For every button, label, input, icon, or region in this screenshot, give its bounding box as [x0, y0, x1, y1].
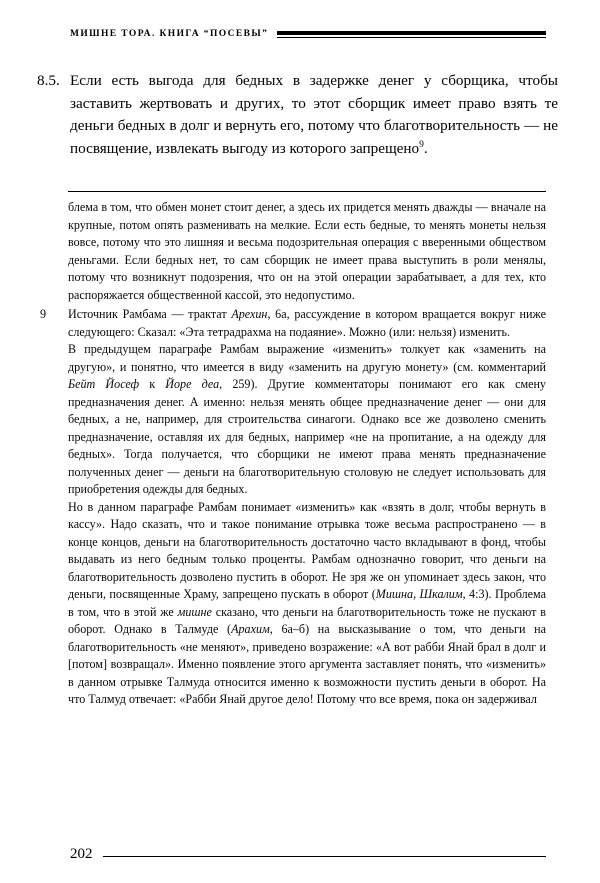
footnote-run: , 4:3). Проблема в том, что в этой же [68, 587, 546, 619]
footnote-run: Источник Рамбама — трактат [68, 307, 232, 321]
footnote-run: , 6а–б) на высказывание о том, что деньги на благотворительность «не меняют», приведено возражение: «А вот рабби Янай брал в долг и [потом] возвращал». Именно появление этого аргумента заставляет понять, что «изменить» в данном отрывке Талмуда относится именно к возможности пустить деньги в оборот. На что Талмуд отвечает: «Рабби Янай другое дело! Потому что все время, пока он задерживал [68, 622, 546, 706]
cited-work-title: Йоре деа [165, 377, 220, 391]
footnote-number: 9 [40, 307, 47, 321]
cited-work-title: Арахим [231, 622, 270, 636]
main-paragraph-block [37, 70, 558, 160]
footnote-item [37, 306, 546, 709]
paragraph-trailing-punctuation: . [423, 139, 428, 157]
footnote-run: , 6а, рассуждение в котором вращается вокруг ниже следующего: Сказал: «Эта тетрадрахма на подаяние». Можно (или: нельзя) изменить. [68, 307, 547, 339]
page-footer [70, 845, 546, 863]
footnote-body [68, 306, 546, 709]
footnote-area [37, 199, 546, 709]
main-paragraph-row [37, 70, 558, 160]
paragraph-text [70, 70, 558, 160]
cited-work-title: Бейт Йосеф [68, 377, 140, 391]
paragraph-number: 8.5. [37, 72, 60, 89]
footnote-separator-rule [68, 191, 546, 192]
footnote-paragraph [68, 306, 546, 341]
page-number: 202 [70, 845, 93, 862]
footnote-run: Но в данном параграфе Рамбам понимает «изменить» как «взять в долг, чтобы вернуть в кассу». Надо сказать, что и такое понимание отрывка тоже весьма распространено — в конце концов, деньги на благотворительность достаточно часто вкладывают в фонд, чтобы выдавать из него бедным только проценты. Рамбам однозначно говорит, что деньги на благотворительность дозволено пустить в оборот. Не зря же он упоминает здесь закон, что деньги, посвященные Храму, запрещено пускать в оборот ( [68, 499, 546, 601]
footnote-run: В предыдущем параграфе Рамбам выражение «изменить» толкует как «заменить на другую», и понятно, что имеется в виду «заменить на другую монету» (см. комментарий [68, 342, 546, 374]
footnote-run: , 259). Другие комментаторы понимают его как смену предназначения денег. А именно: нельзя менять общее предназначение денег — они для бедных, а не, например, для строительства синагоги. Однако все же дозволено сменить предназначение, оставляя их для бедных, например «не на пропитание, а на одежду для бедных». Тогда получается, что сборщики не имеют права менять предназначение полученных денег — деньги на благотворительную столовую не следует использовать для приобретения одежды для бедных. [68, 377, 546, 496]
footnote-reference-marker[interactable]: 9 [419, 139, 424, 150]
cited-work-title: мишне [177, 604, 212, 619]
cited-work-title: Мишна, Шкалим [375, 587, 463, 601]
footnote-run: к [139, 377, 166, 391]
footer-rule [103, 856, 547, 857]
footnote-continued-from-previous-page: блема в том, что обмен монет стоит денег, а здесь их придется менять дважды — вначале на крупные, потом опять разменивать на мелкие. Если есть бедные, то менять монеты нельзя вовсе, потому что это лишняя и весьма подозрительная операция с вверенными обществом деньгами. Если бедных нет, то сам сборщик не имеет права выступить в роли менялы, потому что возникнут подозрения, что он на этой операции зарабатывает, а для тех, кто распоряжается общественной кассой, это недопустимо. [68, 200, 546, 302]
footnote-paragraph [68, 499, 546, 709]
running-header [70, 24, 546, 44]
footnote-paragraph [68, 341, 546, 499]
cited-work-title: Арехин [231, 307, 268, 321]
running-header-title: МИШНЕ ТОРА. КНИГА “ПОСЕВЫ” [70, 29, 269, 39]
footnote-run: сказано, что деньги на благотворительность тоже не пускают в оборот. Однако в Талмуде ( [68, 604, 546, 636]
paragraph-body-text: Если есть выгода для бедных в задержке денег у сборщика, чтобы заставить жертвовать и других, то этот сборщик имеет право взять те деньги бедных в долг и вернуть его, потому что благотворительность — не посвящение, извлекать выгоду из которого запрещено [70, 72, 558, 157]
header-double-rule [277, 31, 546, 38]
